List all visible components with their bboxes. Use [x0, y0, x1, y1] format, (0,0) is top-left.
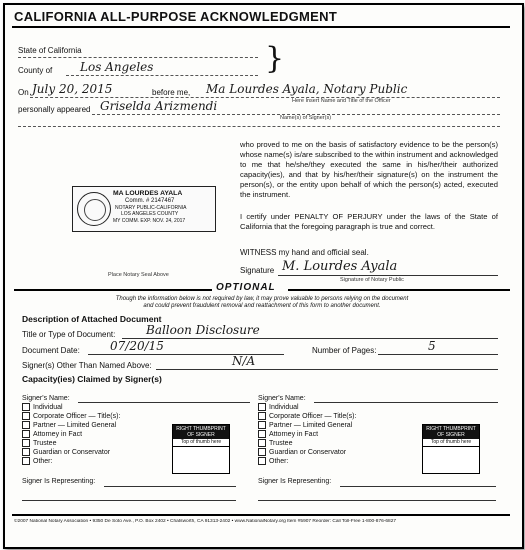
- acknowledgment-paragraph: who proved to me on the basis of satisfactory evidence to be the person(s) whose name(s) is/are subscribed to the within instrument and acknowledged to me that he/she/they executed the same in his/her/their authorized capacity(ies), and that by his/her/their signature(s) on the instrument the person(s), or the entity upon behalf of which the person(s) acted, executed the instrument.: [240, 140, 498, 199]
- signer-name-label: Signer's Name:: [22, 395, 70, 402]
- doc-date-value: 07/20/15: [110, 339, 164, 353]
- doc-type-line: [122, 338, 498, 339]
- checkbox-corporate-officer[interactable]: [22, 412, 30, 420]
- pages-value: 5: [428, 339, 436, 353]
- optional-note-2: and could prevent fraudulent removal and reattachment of this form to another document.: [143, 303, 381, 309]
- seal-caption: Place Notary Seal Above: [108, 272, 169, 278]
- representing-label-left: Signer Is Representing:: [22, 478, 96, 485]
- notary-signature: M. Lourdes Ayala: [282, 259, 398, 274]
- other-signers-value: N/A: [232, 354, 256, 368]
- checkbox-guardian[interactable]: [22, 448, 30, 456]
- thumbprint-box-left: [172, 424, 230, 474]
- signer-value: Griselda Arizmendi: [100, 99, 218, 113]
- footer-text: ©2007 National Notary Association • 9350 De Soto Ave., P.O. Box 2402 • Chatsworth, CA 91313-2402 • www.NationalNotary.org Item #5907 Reorder: Call Toll-Free 1-800-876-6827: [14, 519, 397, 524]
- thumbprint-box-right: [422, 424, 480, 474]
- checkbox-corporate-officer-right[interactable]: [258, 412, 266, 420]
- pages-label: Number of Pages:: [312, 346, 377, 355]
- optional-label: OPTIONAL: [216, 282, 276, 293]
- other-signers-line: [156, 369, 498, 370]
- signature-line: [278, 275, 498, 276]
- attached-heading: Description of Attached Document: [22, 314, 162, 324]
- checkbox-attorney-right[interactable]: [258, 430, 266, 438]
- representing-label-right: Signer Is Representing:: [258, 478, 332, 485]
- signer-block-left: Signer's Name: Individual Corporate Officer — Title(s): Partner — Limited General Attorney in Fact Trustee Guardian or Conservator Other:: [22, 394, 250, 466]
- extra-line: [18, 126, 500, 127]
- checkbox-individual-right[interactable]: [258, 403, 266, 411]
- on-label: On: [18, 88, 29, 97]
- representing-line-left-2: [22, 500, 236, 501]
- signer-caption: Name(s) of Signer(s): [280, 115, 332, 121]
- checkbox-trustee[interactable]: [22, 439, 30, 447]
- seal-name: MA LOURDES AYALA: [113, 190, 183, 197]
- signer-block-right: Signer's Name: Individual Corporate Officer — Title(s): Partner — Limited General Attorney in Fact Trustee Guardian or Conservator Other:: [258, 394, 498, 466]
- footer-rule: [12, 514, 510, 516]
- date-value: July 20, 2015: [32, 82, 113, 96]
- notary-name-value: Ma Lourdes Ayala, Notary Public: [206, 82, 408, 96]
- seal-line3: NOTARY PUBLIC-CALIFORNIA: [115, 205, 187, 211]
- before-me-label: before me,: [152, 88, 191, 97]
- thumb-top-left: Top of thumb here: [173, 439, 229, 447]
- optional-note-1: Though the information below is not required by law, it may prove valuable to persons relying on the document: [115, 296, 409, 302]
- on-line: [30, 97, 500, 98]
- other-signers-label: Signer(s) Other Than Named Above:: [22, 361, 152, 370]
- county-label: County of: [18, 66, 53, 75]
- doc-type-label: Title or Type of Document:: [22, 330, 116, 339]
- venue-brace: }: [265, 41, 285, 76]
- checkbox-trustee-right[interactable]: [258, 439, 266, 447]
- capacity-heading: Capacity(ies) Claimed by Signer(s): [22, 374, 162, 384]
- checkbox-other-right[interactable]: [258, 457, 266, 465]
- thumb-head-right: RIGHT THUMBPRINT OF SIGNER: [423, 425, 479, 439]
- representing-line-right-2: [258, 500, 496, 501]
- seal-line4: LOS ANGELES COUNTY: [121, 211, 179, 217]
- doc-type-value: Balloon Disclosure: [146, 323, 260, 337]
- state-seal-icon: [77, 192, 111, 226]
- signature-label: Signature: [240, 266, 275, 275]
- optional-rule-left: [14, 289, 212, 291]
- seal-line5: MY COMM. EXP. NOV. 24, 2017: [113, 218, 186, 224]
- state-label: State of California: [18, 46, 82, 55]
- perjury-paragraph: I certify under PENALTY OF PERJURY under the laws of the State of California that the foregoing paragraph is true and correct.: [240, 212, 498, 231]
- checkbox-partner[interactable]: [22, 421, 30, 429]
- title-rule: [12, 26, 510, 28]
- county-value: Los Angeles: [80, 60, 154, 74]
- witness-text: WITNESS my hand and official seal.: [240, 248, 369, 257]
- checkbox-partner-right[interactable]: [258, 421, 266, 429]
- doc-date-label: Document Date:: [22, 346, 80, 355]
- representing-line-left: [104, 486, 236, 487]
- county-line: [66, 75, 258, 76]
- appeared-label: personally appeared: [18, 105, 91, 114]
- notary-seal: [72, 186, 216, 232]
- checkbox-guardian-right[interactable]: [258, 448, 266, 456]
- state-line: [18, 57, 258, 58]
- representing-line-right: [340, 486, 496, 487]
- form-title: CALIFORNIA ALL-PURPOSE ACKNOWLEDGMENT: [14, 9, 338, 24]
- thumb-head-left: RIGHT THUMBPRINT OF SIGNER: [173, 425, 229, 439]
- signature-caption: Signature of Notary Public: [340, 277, 404, 283]
- seal-commission: Comm. # 2147467: [125, 198, 175, 204]
- signer-name-label-right: Signer's Name:: [258, 395, 306, 402]
- notary-caption: Here Insert Name and Title of the Officer: [292, 98, 391, 104]
- optional-rule-right: [288, 289, 510, 291]
- checkbox-individual[interactable]: [22, 403, 30, 411]
- thumb-top-right: Top of thumb here: [423, 439, 479, 447]
- checkbox-attorney[interactable]: [22, 430, 30, 438]
- checkbox-other[interactable]: [22, 457, 30, 465]
- pages-line: [378, 354, 498, 355]
